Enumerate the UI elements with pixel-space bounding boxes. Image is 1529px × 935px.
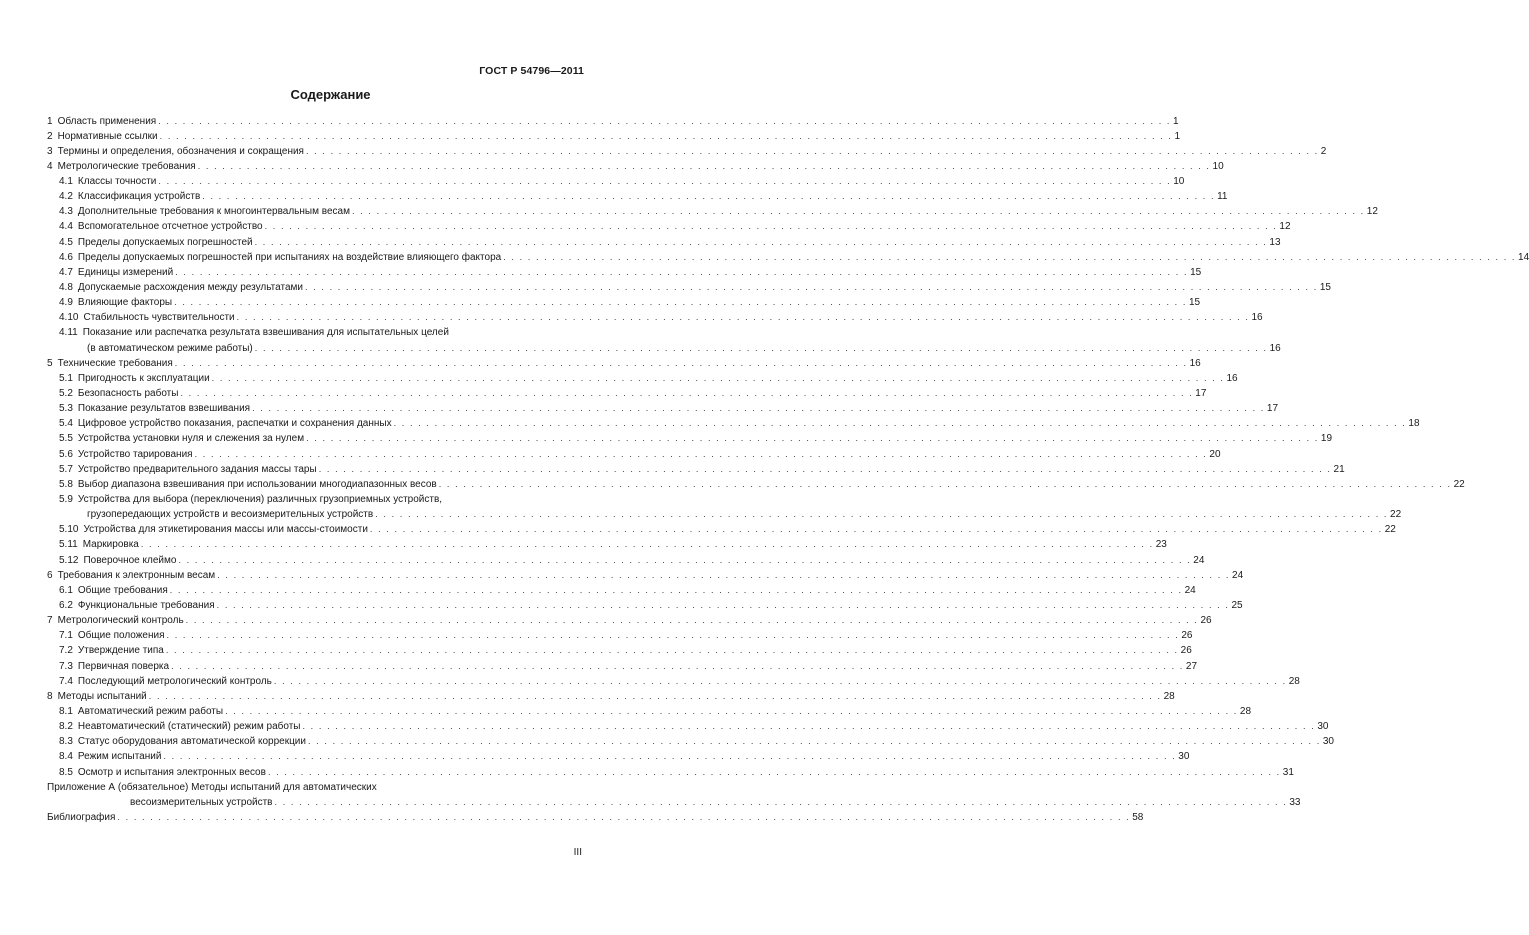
toc-entry-page: 14 (1518, 251, 1529, 263)
toc-entry-page: 58 (1132, 811, 1144, 823)
toc-dot-leader (302, 719, 1315, 734)
toc-entry-page: 30 (1178, 751, 1190, 763)
toc-entry-page: 18 (1408, 418, 1420, 430)
toc-entry-number: 4.10 (59, 312, 79, 324)
toc-entry-page: 22 (1453, 478, 1465, 490)
toc-dot-leader (394, 416, 1407, 431)
toc-entry[interactable] (47, 643, 1192, 658)
toc-dot-leader (305, 280, 1318, 295)
toc-entry-number: 6.1 (59, 584, 73, 596)
toc-entry-title: Нормативные ссылки (57, 130, 158, 142)
toc-entry-number: 5.9 (59, 494, 73, 506)
toc-entry[interactable] (47, 416, 1420, 431)
toc-entry[interactable] (47, 598, 1243, 613)
toc-entry[interactable] (47, 159, 1224, 174)
toc-dot-leader (117, 810, 1130, 825)
toc-entry-title: Пределы допускаемых погрешностей при испытаниях на воздействие влияющего фактора (77, 251, 502, 263)
toc-entry[interactable] (47, 250, 1529, 265)
toc-entry-title: Общие требования (77, 584, 168, 596)
toc-dot-leader (255, 235, 1268, 250)
toc-entry-number: 8.5 (59, 766, 73, 778)
toc-entry[interactable] (47, 780, 585, 795)
toc-entry-number: 5.2 (59, 388, 73, 400)
toc-entry-page: 13 (1269, 236, 1281, 248)
toc-dot-leader (225, 704, 1238, 719)
toc-dot-leader (178, 553, 1191, 568)
toc-entry-page: 1 (1174, 130, 1181, 142)
toc-entry-page: 26 (1180, 645, 1192, 657)
toc-entry[interactable] (47, 583, 1196, 598)
toc-entry-number: 5.3 (59, 403, 73, 415)
toc-entry[interactable] (47, 174, 1185, 189)
toc-entry-number: 4 (47, 160, 53, 172)
toc-entry-title: Пределы допускаемых погрешностей (77, 236, 253, 248)
toc-entry-page: 1 (1173, 115, 1179, 127)
toc-entry-number: 5.1 (59, 372, 73, 384)
toc-entry-page: 33 (1289, 796, 1301, 808)
toc-entry[interactable] (47, 356, 1201, 371)
toc-entry[interactable] (47, 537, 1167, 552)
toc-entry[interactable] (47, 765, 1294, 780)
toc-dot-leader (255, 341, 1268, 356)
toc-entry[interactable] (47, 341, 1281, 356)
toc-dot-leader (308, 734, 1321, 749)
toc-entry[interactable] (47, 265, 1202, 280)
toc-entry-page: 15 (1188, 297, 1201, 309)
toc-entry[interactable] (47, 235, 1281, 250)
toc-dot-leader (217, 598, 1230, 613)
toc-entry[interactable] (47, 462, 1345, 477)
toc-dot-leader (175, 265, 1188, 280)
toc-entry-page: 26 (1181, 630, 1193, 642)
toc-entry[interactable] (47, 477, 1465, 492)
toc-entry-number: 4.2 (59, 191, 73, 203)
toc-entry-page: 31 (1282, 766, 1294, 778)
toc-entry-title: Пригодность к эксплуатации (77, 372, 210, 384)
toc-entry-title: Влияющие факторы (77, 297, 173, 309)
toc-entry-number: 8.4 (59, 751, 73, 763)
toc-entry[interactable] (47, 129, 1181, 144)
toc-entry-title: Требования к электронным весам (57, 569, 216, 581)
toc-entry-page: 27 (1185, 660, 1198, 672)
toc-entry-title: Методы испытаний (57, 690, 147, 702)
toc-dot-leader (265, 219, 1278, 234)
toc-dot-leader (212, 371, 1225, 386)
toc-entry-number: 5.5 (59, 433, 73, 445)
toc-entry-number: 8.2 (59, 721, 73, 733)
toc-entry-number: 7.4 (59, 675, 73, 687)
toc-entry-title: весоизмерительных устройств (130, 796, 273, 808)
toc-entry-page: 12 (1366, 206, 1378, 218)
toc-entry-title: грузопередающих устройств и весоизмерительных устройств (87, 509, 374, 521)
toc-dot-leader (166, 643, 1179, 658)
toc-entry[interactable] (47, 325, 585, 340)
toc-entry-number: 5.10 (59, 524, 79, 536)
toc-entry-title: (в автоматическом режиме работы) (87, 342, 253, 354)
toc-entry-page: 28 (1239, 705, 1252, 717)
toc-entry-number: 7.2 (59, 645, 73, 657)
toc-entry[interactable] (47, 613, 1212, 628)
toc-entry-title: Первичная поверка (77, 660, 170, 672)
toc-dot-leader (503, 250, 1516, 265)
toc-entry-title: Классификация устройств (77, 191, 201, 203)
toc-entry-title: Вспомогательное отсчетное устройство (77, 221, 263, 233)
toc-dot-leader (195, 447, 1208, 462)
toc-entry-number: 5.6 (59, 448, 73, 460)
toc-entry[interactable] (47, 386, 1207, 401)
toc-entry[interactable] (47, 704, 1252, 719)
toc-entry-title: Неавтоматический (статический) режим работы (77, 721, 301, 733)
toc-entry[interactable] (47, 628, 1193, 643)
toc-entry-page: 23 (1155, 539, 1167, 551)
toc-entry[interactable] (47, 492, 585, 507)
toc-entry[interactable] (47, 795, 1301, 810)
toc-entry-title: Режим испытаний (77, 751, 162, 763)
toc-entry-title: Выбор диапазона взвешивания при использовании многодиапазонных весов (77, 478, 437, 490)
toc-entry-title: Классы точности (77, 176, 157, 188)
toc-entry-page: 28 (1288, 675, 1300, 687)
toc-entry-number: 4.5 (59, 236, 73, 248)
toc-entry-number: 5.8 (59, 478, 73, 490)
toc-dot-leader (375, 507, 1388, 522)
toc-dot-leader (268, 765, 1281, 780)
toc-entry-page: 17 (1195, 388, 1207, 400)
toc-entry-number: 2 (47, 130, 53, 142)
toc-entry-page: 19 (1320, 433, 1333, 445)
toc-entry[interactable] (47, 568, 1244, 583)
toc-entry-title: Допускаемые расхождения между результатами (77, 282, 303, 294)
toc-entry-number: 7.1 (59, 630, 73, 642)
toc-entry-title: Приложение А (обязательное) Методы испытаний для автоматических (47, 781, 377, 793)
toc-entry[interactable] (47, 401, 1279, 416)
toc-entry-title: Метрологические требования (57, 160, 196, 172)
toc-entry-number: 8.1 (59, 705, 73, 717)
toc-entry-number: 4.4 (59, 221, 73, 233)
toc-entry-title: Устройства для выбора (переключения) различных грузоприемных устройств, (77, 494, 443, 506)
toc-entry-number: 4.1 (59, 176, 73, 188)
toc-entry-page: 15 (1319, 282, 1331, 294)
toc-dot-leader (167, 628, 1180, 643)
toc-entry-number: 4.3 (59, 206, 73, 218)
toc-entry-title: Технические требования (57, 357, 173, 369)
toc-entry[interactable] (47, 749, 1190, 764)
toc-entry-page: 26 (1200, 615, 1212, 627)
toc-entry-page: 10 (1173, 176, 1185, 188)
toc-entry-page: 28 (1163, 690, 1175, 702)
toc-dot-leader (149, 689, 1162, 704)
toc-entry-title: Термины и определения, обозначения и сокращения (57, 145, 304, 157)
toc-entry[interactable] (47, 689, 1175, 704)
toc-entry-title: Устройства для этикетирования массы или массы-стоимости (83, 524, 368, 536)
toc-entry[interactable] (47, 431, 1333, 446)
toc-entry-page: 22 (1384, 524, 1396, 536)
toc-entry-number: 7 (47, 615, 53, 627)
toc-entry-number: 3 (47, 145, 53, 157)
toc-entry-title: Метрологический контроль (57, 615, 184, 627)
toc-entry-number: 1 (47, 115, 53, 127)
toc-dot-leader (202, 189, 1215, 204)
toc-dot-leader (370, 522, 1383, 537)
toc-entry-number: 5.4 (59, 418, 73, 430)
toc-entry[interactable] (47, 507, 1402, 522)
toc-entry-number: 4.7 (59, 266, 73, 278)
table-of-contents (47, 114, 1529, 826)
toc-entry-title: Устройства установки нуля и слежения за нулем (77, 433, 305, 445)
toc-dot-leader (158, 114, 1171, 129)
toc-entry[interactable] (47, 659, 1198, 674)
toc-entry-page: 22 (1390, 509, 1402, 521)
toc-entry-page: 21 (1333, 463, 1345, 475)
toc-entry-page: 30 (1322, 736, 1334, 748)
toc-dot-leader (170, 583, 1183, 598)
toc-entry-title: Общие положения (77, 630, 165, 642)
toc-dot-leader (163, 749, 1176, 764)
toc-dot-leader (171, 659, 1184, 674)
toc-entry-title: Цифровое устройство показания, распечатки и сохранения данных (77, 418, 392, 430)
toc-entry-number: 5 (47, 357, 53, 369)
toc-entry-number: 5.11 (59, 539, 78, 551)
toc-entry-title: Показание или распечатка результата взвешивания для испытательных целей (82, 327, 449, 339)
toc-dot-leader (275, 795, 1288, 810)
toc-entry[interactable] (47, 447, 1221, 462)
toc-entry-number: 7.3 (59, 660, 73, 672)
toc-entry[interactable] (47, 280, 1331, 295)
toc-entry[interactable] (47, 219, 1291, 234)
toc-entry-page: 20 (1209, 448, 1221, 460)
toc-entry-number: 4.6 (59, 251, 73, 263)
toc-entry-number: 8 (47, 690, 53, 702)
toc-entry-page: 17 (1266, 403, 1279, 415)
toc-entry-title: Устройство тарирования (77, 448, 193, 460)
toc-dot-leader (352, 204, 1365, 219)
toc-entry-title: Показание результатов взвешивания (77, 403, 251, 415)
toc-entry-title: Автоматический режим работы (77, 705, 224, 717)
toc-entry-title: Функциональные требования (77, 600, 215, 611)
toc-entry-title: Устройство предварительного задания массы тары (77, 463, 317, 475)
toc-entry[interactable] (47, 810, 1144, 825)
page-number: III (573, 847, 582, 858)
toc-entry-page: 15 (1190, 266, 1202, 278)
toc-dot-leader (319, 462, 1332, 477)
toc-entry-page: 24 (1232, 569, 1244, 581)
toc-entry[interactable] (47, 734, 1334, 749)
toc-entry-page: 16 (1269, 342, 1281, 354)
toc-entry[interactable] (47, 553, 1205, 568)
toc-entry-title: Последующий метрологический контроль (77, 675, 272, 687)
toc-entry-page: 30 (1317, 721, 1329, 733)
document-code: ГОСТ Р 54796—2011 (479, 65, 584, 77)
toc-dot-leader (274, 674, 1287, 689)
toc-entry-page: 24 (1184, 584, 1196, 596)
toc-entry-number: 5.7 (59, 463, 73, 475)
toc-entry-number: 8.3 (59, 736, 73, 748)
toc-entry-number: 6 (47, 569, 53, 581)
toc-dot-leader (174, 295, 1187, 310)
toc-entry-title: Статус оборудования автоматической коррекции (77, 736, 306, 748)
toc-entry[interactable] (47, 204, 1378, 219)
toc-entry-number: 4.8 (59, 282, 73, 294)
toc-entry-title: Безопасность работы (77, 388, 179, 400)
toc-entry[interactable] (47, 144, 1327, 159)
toc-entry[interactable] (47, 674, 1300, 689)
toc-entry[interactable] (47, 371, 1238, 386)
toc-entry-title: Библиография (47, 811, 116, 823)
toc-entry[interactable] (47, 114, 1179, 129)
toc-entry[interactable] (47, 189, 1228, 204)
toc-entry-page: 16 (1226, 372, 1238, 384)
toc-entry-page: 2 (1320, 145, 1327, 157)
toc-entry[interactable] (47, 310, 1263, 325)
toc-dot-leader (180, 386, 1193, 401)
toc-dot-leader (306, 431, 1319, 446)
toc-entry-number: 5.12 (59, 554, 79, 566)
toc-dot-leader (198, 159, 1211, 174)
toc-dot-leader (160, 129, 1173, 144)
toc-dot-leader (158, 174, 1171, 189)
toc-dot-leader (306, 144, 1319, 159)
toc-entry[interactable] (47, 522, 1396, 537)
toc-entry-title: Осмотр и испытания электронных весов (77, 766, 266, 778)
toc-entry-page: 16 (1189, 357, 1201, 369)
toc-entry-page: 25 (1231, 600, 1243, 611)
toc-entry-title: Маркировка (82, 539, 139, 551)
toc-entry-title: Стабильность чувствительности (83, 312, 235, 324)
toc-entry[interactable] (47, 719, 1329, 734)
toc-entry-page: 12 (1279, 221, 1291, 233)
toc-entry-page: 11 (1217, 191, 1228, 203)
page-title: Содержание (290, 87, 371, 102)
toc-dot-leader (141, 537, 1154, 552)
toc-dot-leader (237, 310, 1250, 325)
toc-dot-leader (252, 401, 1265, 416)
toc-entry-number: 6.2 (59, 600, 73, 611)
toc-entry-title: Поверочное клеймо (83, 554, 177, 566)
toc-entry-page: 24 (1193, 554, 1205, 566)
toc-dot-leader (217, 568, 1230, 583)
toc-entry-title: Единицы измерений (77, 266, 174, 278)
toc-entry-page: 10 (1212, 160, 1224, 172)
toc-entry-title: Дополнительные требования к многоинтервальным весам (77, 206, 350, 218)
toc-entry-title: Утверждение типа (77, 645, 164, 657)
toc-dot-leader (175, 356, 1188, 371)
toc-dot-leader (186, 613, 1199, 628)
toc-entry-page: 16 (1251, 312, 1263, 324)
toc-dot-leader (439, 477, 1452, 492)
toc-entry-number: 4.9 (59, 297, 73, 309)
toc-entry-title: Область применения (57, 115, 157, 127)
toc-entry-number: 4.11 (59, 327, 78, 339)
toc-entry[interactable] (47, 295, 1201, 310)
